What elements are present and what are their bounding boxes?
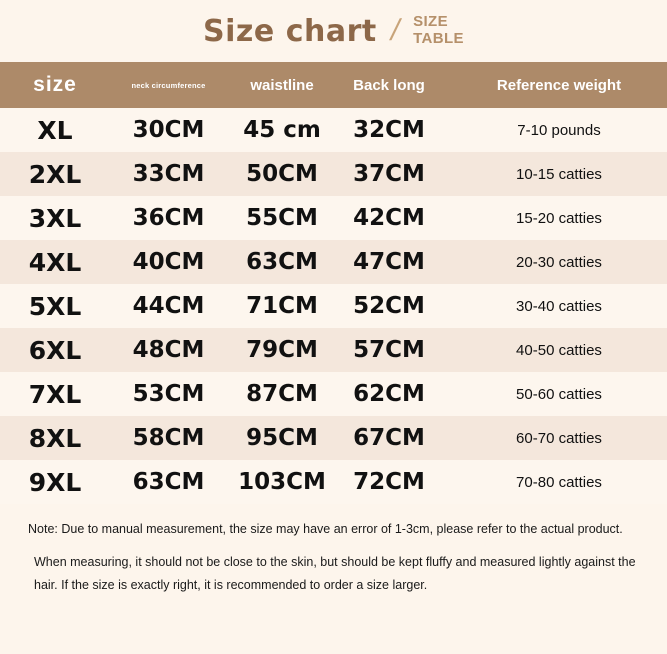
cell-back: 37CM xyxy=(353,161,425,187)
cell-back: 62CM xyxy=(353,381,425,407)
cell-weight: 50-60 catties xyxy=(516,385,602,403)
cell-size: 9XL xyxy=(28,467,82,497)
column-header-size: size xyxy=(0,62,110,108)
table-row xyxy=(0,108,667,152)
cell-neck: 53CM xyxy=(132,381,205,407)
cell-back: 72CM xyxy=(353,469,425,495)
cell-back: 67CM xyxy=(353,425,425,451)
cell-neck: 36CM xyxy=(132,205,205,231)
table-row xyxy=(0,240,667,284)
cell-weight: 40-50 catties xyxy=(516,341,602,359)
cell-size: 2XL xyxy=(28,159,82,189)
cell-waist: 71CM xyxy=(246,293,318,319)
table-row xyxy=(0,416,667,460)
cell-weight: 70-80 catties xyxy=(516,473,602,491)
column-header-weight: Reference weight xyxy=(441,62,667,108)
size-table-head xyxy=(0,62,667,108)
cell-waist: 87CM xyxy=(246,381,318,407)
page-subtitle-line2: TABLE xyxy=(413,30,464,47)
column-header-neck: neck circumference xyxy=(110,62,227,108)
cell-weight: 7-10 pounds xyxy=(517,121,601,139)
cell-waist: 55CM xyxy=(246,205,318,231)
column-header-waist: waistline xyxy=(227,62,337,108)
cell-neck: 33CM xyxy=(132,161,205,187)
column-header-back: Back long xyxy=(337,62,441,108)
cell-weight: 10-15 catties xyxy=(516,165,602,183)
size-table xyxy=(0,62,667,504)
table-row xyxy=(0,284,667,328)
table-row xyxy=(0,152,667,196)
cell-waist: 95CM xyxy=(246,425,318,451)
cell-neck: 63CM xyxy=(132,469,205,495)
cell-neck: 44CM xyxy=(132,293,205,319)
header-title-group xyxy=(203,14,464,49)
cell-waist: 63CM xyxy=(246,249,318,275)
cell-neck: 48CM xyxy=(132,337,205,363)
cell-neck: 58CM xyxy=(132,425,205,451)
cell-back: 57CM xyxy=(353,337,425,363)
cell-weight: 15-20 catties xyxy=(516,209,602,227)
cell-size: 6XL xyxy=(28,335,82,365)
page-subtitle xyxy=(413,14,464,48)
cell-weight: 20-30 catties xyxy=(516,253,602,271)
cell-size: 8XL xyxy=(28,423,82,453)
cell-weight: 60-70 catties xyxy=(516,429,602,447)
cell-waist: 79CM xyxy=(246,337,318,363)
cell-waist: 103CM xyxy=(238,469,326,495)
measuring-instructions-note: When measuring, it should not be close to the skin, but should be kept fluffy and measured lightly against the hair. If the size is exactly right, it is recommended to order a size larger. xyxy=(34,555,636,593)
notes-section xyxy=(0,504,667,597)
table-row xyxy=(0,196,667,240)
page-title: Size chart xyxy=(203,13,377,49)
cell-size: XL xyxy=(37,115,73,145)
table-header-row xyxy=(0,62,667,108)
cell-neck: 30CM xyxy=(132,117,205,143)
table-row xyxy=(0,460,667,504)
cell-size: 5XL xyxy=(28,291,82,321)
table-row xyxy=(0,328,667,372)
cell-back: 32CM xyxy=(353,117,425,143)
cell-weight: 30-40 catties xyxy=(516,297,602,315)
cell-back: 47CM xyxy=(353,249,425,275)
page-subtitle-line1: SIZE xyxy=(413,13,449,31)
cell-size: 4XL xyxy=(28,247,82,277)
cell-size: 3XL xyxy=(28,203,82,233)
page-header xyxy=(0,0,667,62)
cell-size: 7XL xyxy=(28,379,82,409)
measurement-error-note: Note: Due to manual measurement, the size may have an error of 1-3cm, please refer to the actual product. xyxy=(28,522,623,536)
table-row xyxy=(0,372,667,416)
cell-neck: 40CM xyxy=(132,249,205,275)
cell-waist: 50CM xyxy=(246,161,318,187)
cell-back: 42CM xyxy=(353,205,425,231)
cell-waist: 45 cm xyxy=(243,117,321,143)
cell-back: 52CM xyxy=(353,293,425,319)
size-table-body xyxy=(0,108,667,504)
title-divider-icon: / xyxy=(387,14,403,47)
